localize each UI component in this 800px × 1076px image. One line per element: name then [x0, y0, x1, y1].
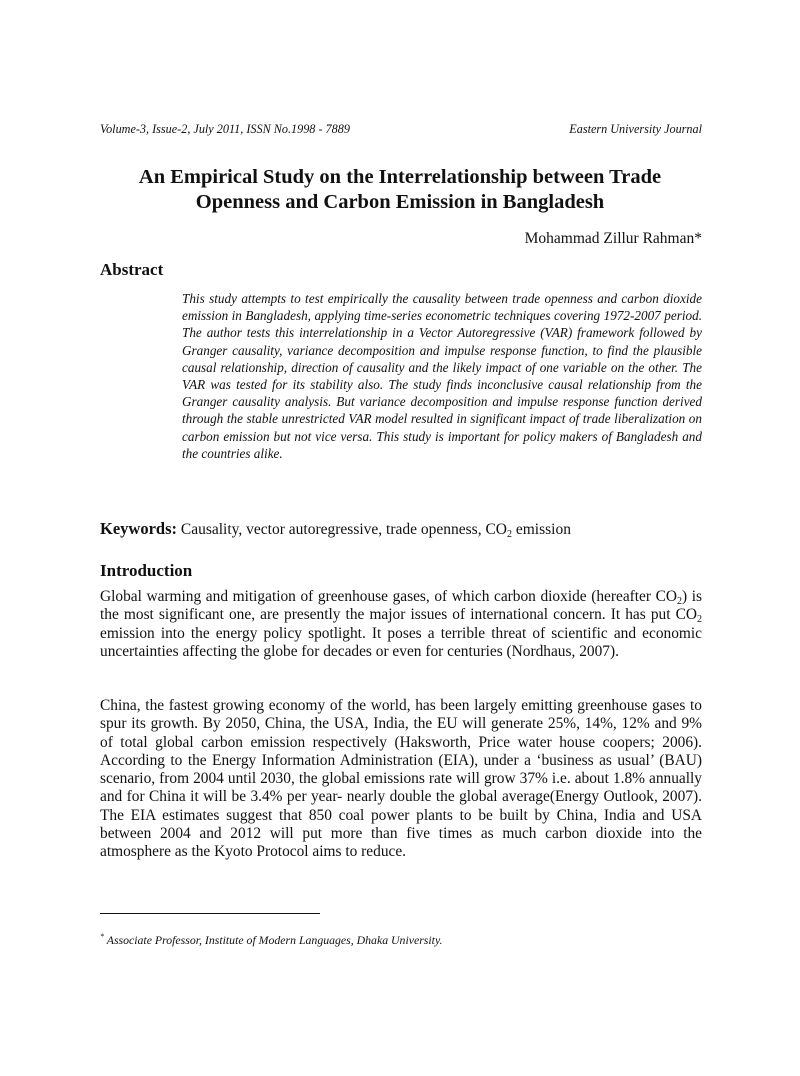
abstract-text: This study attempts to test empirically the causality between trade openness and carbon dioxide emission in Bangladesh, applying time-series econometric techniques covering 1972-2007 period. The author tests this interrelationship in a Vector Autoregressive (VAR) framework followed by Granger causality, variance decomposition and impulse response function, to find the plausible causal relationship, direction of causality and the likely impact of one variable on the other. The VAR was tested for its stability also. The study finds inconclusive causal relationship from the Granger causality analysis. But variance decomposition and impulse response function derived through the stable unrestricted VAR model resulted in significant impact of trade liberalization on carbon emission but not vice versa. This study is important for policy makers of Bangladesh and the countries alike. [182, 291, 702, 461]
keywords-text: Causality, vector autoregressive, trade openness, CO [177, 521, 507, 538]
journal-volume-info: Volume-3, Issue-2, July 2011, ISSN No.1998 - 7889 [100, 122, 350, 136]
introduction-heading: Introduction [100, 561, 193, 580]
footnote-text: Associate Professor, Institute of Modern Languages, Dhaka University. [104, 933, 443, 947]
title-line-2: Openness and Carbon Emission in Bangladesh [195, 191, 605, 213]
keywords-text-end: emission [512, 521, 571, 538]
keywords-label: Keywords: [100, 519, 177, 538]
intro-p1-part-b: ) is the most significant one, are presently the major issues of international concern. It has put CO [100, 588, 702, 624]
intro-p1-subscript-2: 2 [697, 614, 702, 626]
footnote [100, 933, 702, 948]
paper-title [100, 165, 700, 215]
footnote-divider [100, 913, 320, 914]
running-header [100, 122, 702, 137]
author-name: Mohammad Zillur Rahman* [524, 230, 702, 247]
journal-name: Eastern University Journal [569, 122, 702, 136]
intro-paragraph-2: China, the fastest growing economy of the world, has been largely emitting greenhouse gases to spur its growth. By 2050, China, the USA, India, the EU will generate 25%, 14%, 12% and 9% of total global carbon emission respectively (Haksworth, Price water house coopers; 2006). According to the Energy Information Administration (EIA), under a ‘business as usual’ (BAU) scenario, from 2004 until 2030, the global emissions rate will grow 37% i.e. about 1.8% annually and for China it will be 3.4% per year- nearly double the global average(Energy Outlook, 2007). The EIA estimates suggest that 850 coal power plants to be built by China, India and USA between 2004 and 2012 will put more than five times as much carbon dioxide into the atmosphere as the Kyoto Protocol aims to reduce. [100, 697, 702, 861]
keywords-line [100, 519, 702, 539]
intro-p1-part-c: emission into the energy policy spotlight. It poses a terrible threat of scientific and economic uncertainties affecting the globe for decades or even for centuries (Nordhaus, 2007). [100, 624, 702, 660]
intro-paragraph-1 [100, 588, 702, 661]
intro-p1-part-a: Global warming and mitigation of greenhouse gases, of which carbon dioxide (hereafter CO [100, 588, 677, 605]
abstract-heading: Abstract [100, 260, 164, 279]
title-line-1: An Empirical Study on the Interrelationship between Trade [138, 166, 662, 188]
footnote-mark: * [100, 932, 104, 941]
intro-p1-subscript-1: 2 [677, 596, 682, 607]
keywords-subscript: 2 [507, 529, 512, 540]
